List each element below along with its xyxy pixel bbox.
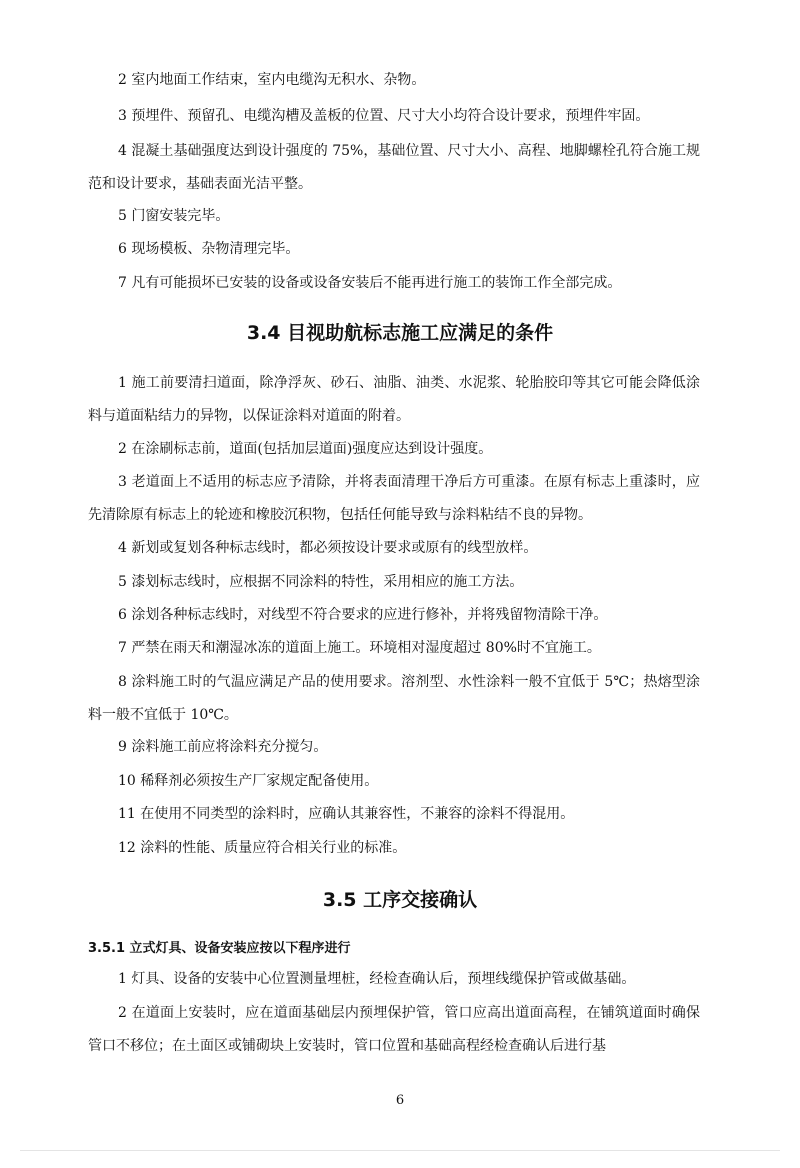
list-item: 4 混凝土基础强度达到设计强度的 75%，基础位置、尺寸大小、高程、地脚螺栓孔符合施工规范和设计要求，基础表面光洁平整。: [88, 143, 700, 192]
subsection-heading-3-5-1: 3.5.1 立式灯具、设备安装应按以下程序进行: [88, 941, 351, 956]
list-item: 5 漆划标志线时，应根据不同涂料的特性，采用相应的施工方法。: [118, 574, 524, 590]
section-heading-3-4: 3.4 目视助航标志施工应满足的条件: [246, 322, 554, 344]
list-item: 11 在使用不同类型的涂料时，应确认其兼容性，不兼容的涂料不得混用。: [118, 806, 575, 822]
list-item: 6 涂划各种标志线时，对线型不符合要求的应进行修补，并将残留物清除干净。: [118, 607, 608, 623]
list-item: 2 室内地面工作结束，室内电缆沟无积水、杂物。: [118, 72, 426, 88]
list-item: 1 灯具、设备的安装中心位置测量埋桩，经检查确认后，预埋线缆保护管或做基础。: [118, 971, 636, 987]
list-item: 3 预埋件、预留孔、电缆沟槽及盖板的位置、尺寸大小均符合设计要求，预埋件牢固。: [118, 108, 650, 124]
list-item: 5 门窗安装完毕。: [118, 208, 230, 224]
list-item: 7 严禁在雨天和潮湿冰冻的道面上施工。环境相对湿度超过 80%时不宜施工。: [118, 640, 601, 656]
list-item: 10 稀释剂必须按生产厂家规定配备使用。: [118, 773, 379, 789]
list-item: 7 凡有可能损坏已安装的设备或设备安装后不能再进行施工的装饰工作全部完成。: [118, 275, 622, 291]
list-item: 3 老道面上不适用的标志应予清除，并将表面清理干净后方可重漆。在原有标志上重漆时，应先清除原有标志上的轮迹和橡胶沉积物，包括任何能导致与涂料粘结不良的异物。: [88, 474, 700, 523]
list-item: 8 涂料施工时的气温应满足产品的使用要求。溶剂型、水性涂料一般不宜低于 5℃；热熔型涂料一般不宜低于 10℃。: [88, 674, 700, 723]
list-item: 1 施工前要清扫道面，除净浮灰、砂石、油脂、油类、水泥浆、轮胎胶印等其它可能会降低涂料与道面粘结力的异物，以保证涂料对道面的附着。: [88, 375, 700, 424]
list-item: 6 现场模板、杂物清理完毕。: [118, 241, 300, 257]
list-item: 4 新划或复划各种标志线时，都必须按设计要求或原有的线型放样。: [118, 540, 538, 556]
page-number: 6: [395, 1093, 405, 1108]
list-item: 2 在涂刷标志前，道面(包括加层道面)强度应达到设计强度。: [118, 441, 493, 457]
list-item: 2 在道面上安装时，应在道面基础层内预埋保护管，管口应高出道面高程，在铺筑道面时确保管口不移位；在土面区或铺砌块上安装时，管口位置和基础高程经检查确认后进行基: [88, 1005, 700, 1054]
list-item: 12 涂料的性能、质量应符合相关行业的标准。: [118, 840, 407, 856]
list-item: 9 涂料施工前应将涂料充分搅匀。: [118, 739, 328, 755]
section-heading-3-5: 3.5 工序交接确认: [322, 889, 478, 911]
page-bottom-divider: [20, 1150, 780, 1151]
